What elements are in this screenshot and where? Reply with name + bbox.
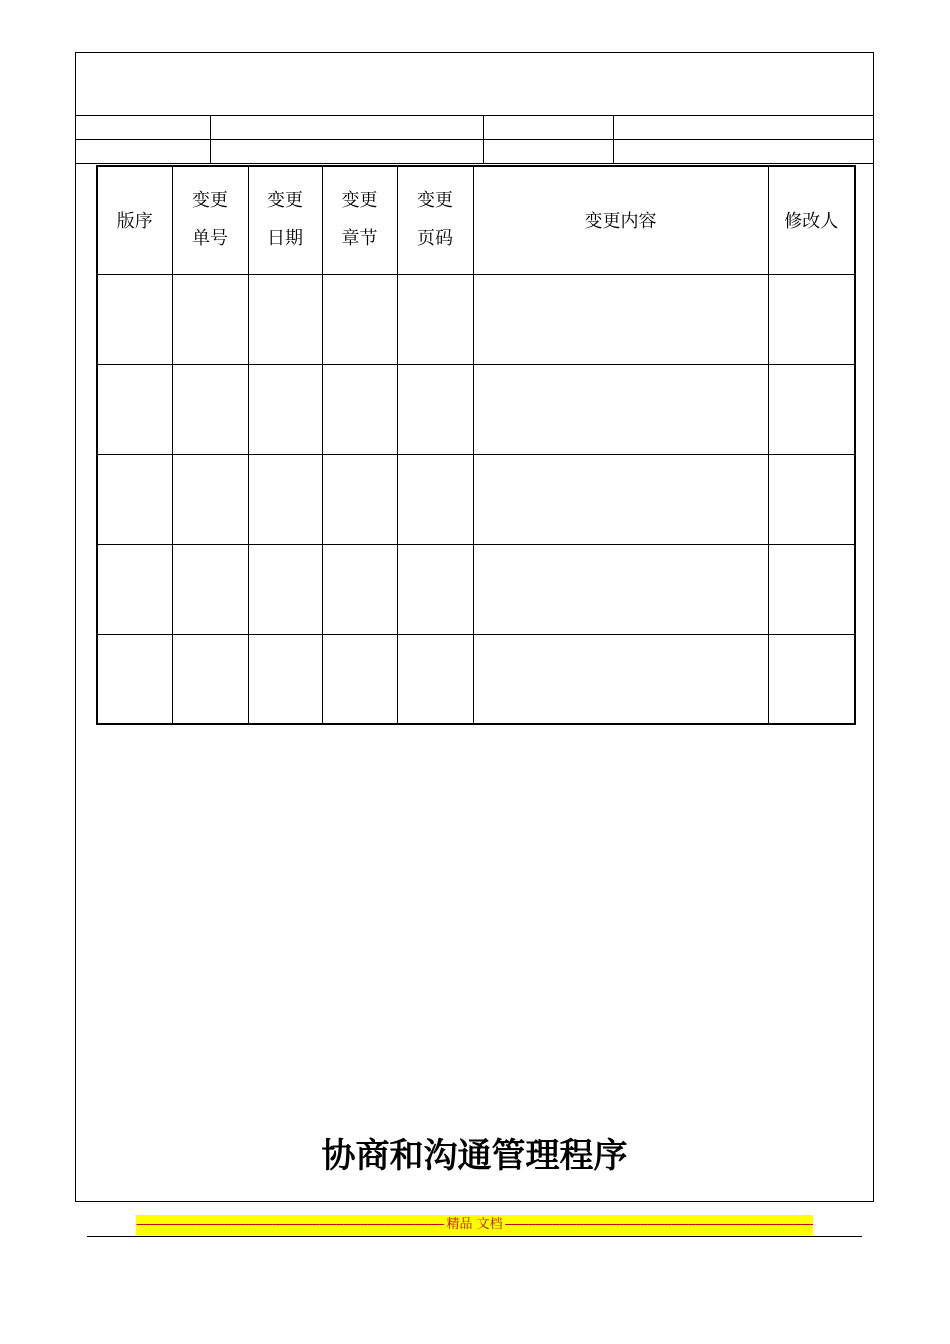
table-cell-change-page xyxy=(397,544,473,634)
header-cell-divider xyxy=(210,115,211,163)
header-label-line: 版序 xyxy=(116,211,153,233)
header-divider xyxy=(75,163,874,164)
table-cell-change-page xyxy=(397,454,473,544)
table-cell-modifier xyxy=(768,274,855,364)
table-cell-change-section xyxy=(322,364,397,454)
header-change-content xyxy=(473,166,768,274)
table-cell-change-content xyxy=(473,364,768,454)
header-change-section xyxy=(322,166,397,274)
table-cell-change-no xyxy=(172,274,248,364)
table-cell-change-content xyxy=(473,274,768,364)
header-label-line: 修改人 xyxy=(784,211,839,233)
table-row xyxy=(97,454,855,544)
table-cell-version xyxy=(97,634,172,724)
header-label-line: 单号 xyxy=(192,228,228,250)
header-divider xyxy=(75,139,874,140)
table-cell-modifier xyxy=(768,544,855,634)
table-cell-change-section xyxy=(322,454,397,544)
table-cell-change-content xyxy=(473,454,768,544)
table-row xyxy=(97,274,855,364)
table-row xyxy=(97,364,855,454)
table-cell-change-no xyxy=(172,634,248,724)
table-cell-change-section xyxy=(322,634,397,724)
table-cell-change-content xyxy=(473,544,768,634)
table-cell-version xyxy=(97,454,172,544)
header-label-line: 变更内容 xyxy=(584,211,657,233)
header-change-no xyxy=(172,166,248,274)
table-cell-change-no xyxy=(172,364,248,454)
header-cell-divider xyxy=(613,115,614,163)
table-cell-version xyxy=(97,544,172,634)
table-cell-change-page xyxy=(397,634,473,724)
header-version xyxy=(97,166,172,274)
header-modifier xyxy=(768,166,855,274)
table-cell-change-page xyxy=(397,364,473,454)
header-label-line: 变更 xyxy=(417,190,453,212)
revision-history-table xyxy=(96,165,856,725)
table-cell-change-no xyxy=(172,454,248,544)
table-cell-change-page xyxy=(397,274,473,364)
table-cell-change-date xyxy=(248,634,322,724)
table-cell-change-date xyxy=(248,544,322,634)
table-cell-change-date xyxy=(248,454,322,544)
header-label-line: 页码 xyxy=(417,228,453,250)
document-title: 协商和沟通管理程序 xyxy=(321,1136,628,1176)
table-cell-change-content xyxy=(473,634,768,724)
footer-rule xyxy=(87,1236,862,1237)
table-cell-version xyxy=(97,274,172,364)
footer-banner xyxy=(136,1215,813,1235)
header-label-line: 变更 xyxy=(192,190,228,212)
table-cell-change-date xyxy=(248,274,322,364)
header-label-line: 日期 xyxy=(267,228,303,250)
footer-dashes xyxy=(505,1215,813,1235)
header-label-line: 变更 xyxy=(341,190,378,212)
table-cell-version xyxy=(97,364,172,454)
header-change-page xyxy=(397,166,473,274)
header-label-line: 变更 xyxy=(267,190,303,212)
table-cell-change-section xyxy=(322,544,397,634)
header-divider xyxy=(75,115,874,116)
table-cell-modifier xyxy=(768,454,855,544)
table-cell-change-no xyxy=(172,544,248,634)
table-row xyxy=(97,544,855,634)
header-cell-divider xyxy=(483,115,484,163)
table-row xyxy=(97,634,855,724)
table-header-row xyxy=(97,166,855,274)
table-cell-modifier xyxy=(768,364,855,454)
header-label-line: 章节 xyxy=(341,228,378,250)
table-cell-change-date xyxy=(248,364,322,454)
footer-dashes xyxy=(136,1215,444,1235)
table-cell-change-section xyxy=(322,274,397,364)
footer-label: 精品 文档 xyxy=(446,1217,503,1232)
table-cell-modifier xyxy=(768,634,855,724)
header-change-date xyxy=(248,166,322,274)
